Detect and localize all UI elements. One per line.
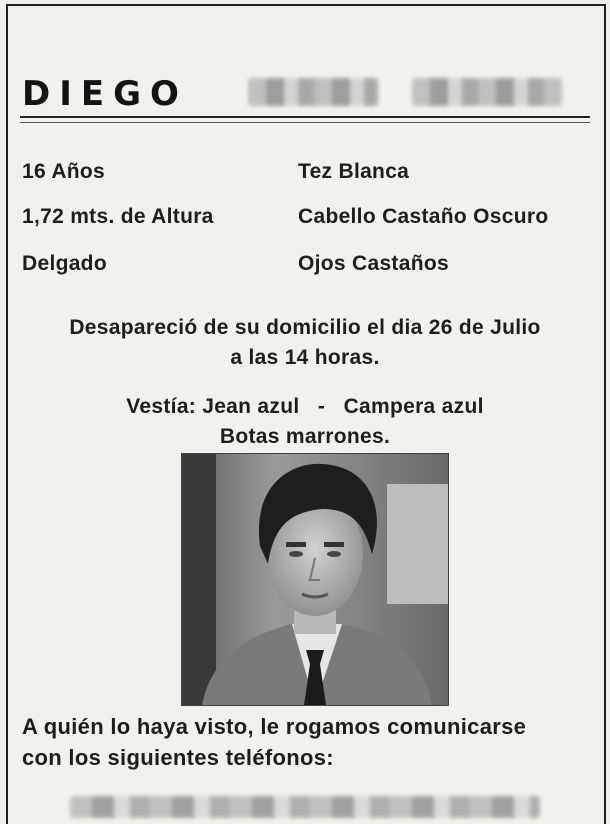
detail-eyes: Ojos Castaños — [298, 252, 449, 275]
detail-height: 1,72 mts. de Altura — [22, 205, 214, 228]
redacted-surname-part-1 — [248, 78, 378, 106]
portrait-photo — [181, 453, 449, 706]
first-name: DIEGO — [22, 74, 188, 114]
redacted-surname-part-2 — [412, 78, 562, 106]
header-divider — [20, 116, 590, 123]
clothing-line-2: Botas marrones. — [219, 425, 391, 448]
redacted-phone-numbers — [70, 796, 540, 818]
name-header — [20, 72, 590, 114]
detail-complexion: Tez Blanca — [298, 160, 410, 183]
contact-line-2: con los siguientes teléfonos: — [22, 745, 334, 770]
disappearance-line-2: a las 14 horas. — [230, 346, 380, 369]
clothing-line-1: Vestía: Jean azul - Campera azul — [126, 395, 484, 418]
detail-age: 16 Años — [22, 160, 106, 183]
detail-hair: Cabello Castaño Oscuro — [298, 205, 549, 228]
contact-line-1: A quién lo haya visto, le rogamos comunicarse — [22, 714, 527, 739]
disappearance-line-1: Desapareció de su domicilio el dia 26 de Julio — [69, 316, 541, 339]
detail-build: Delgado — [22, 252, 107, 275]
portrait-illustration — [182, 454, 448, 705]
